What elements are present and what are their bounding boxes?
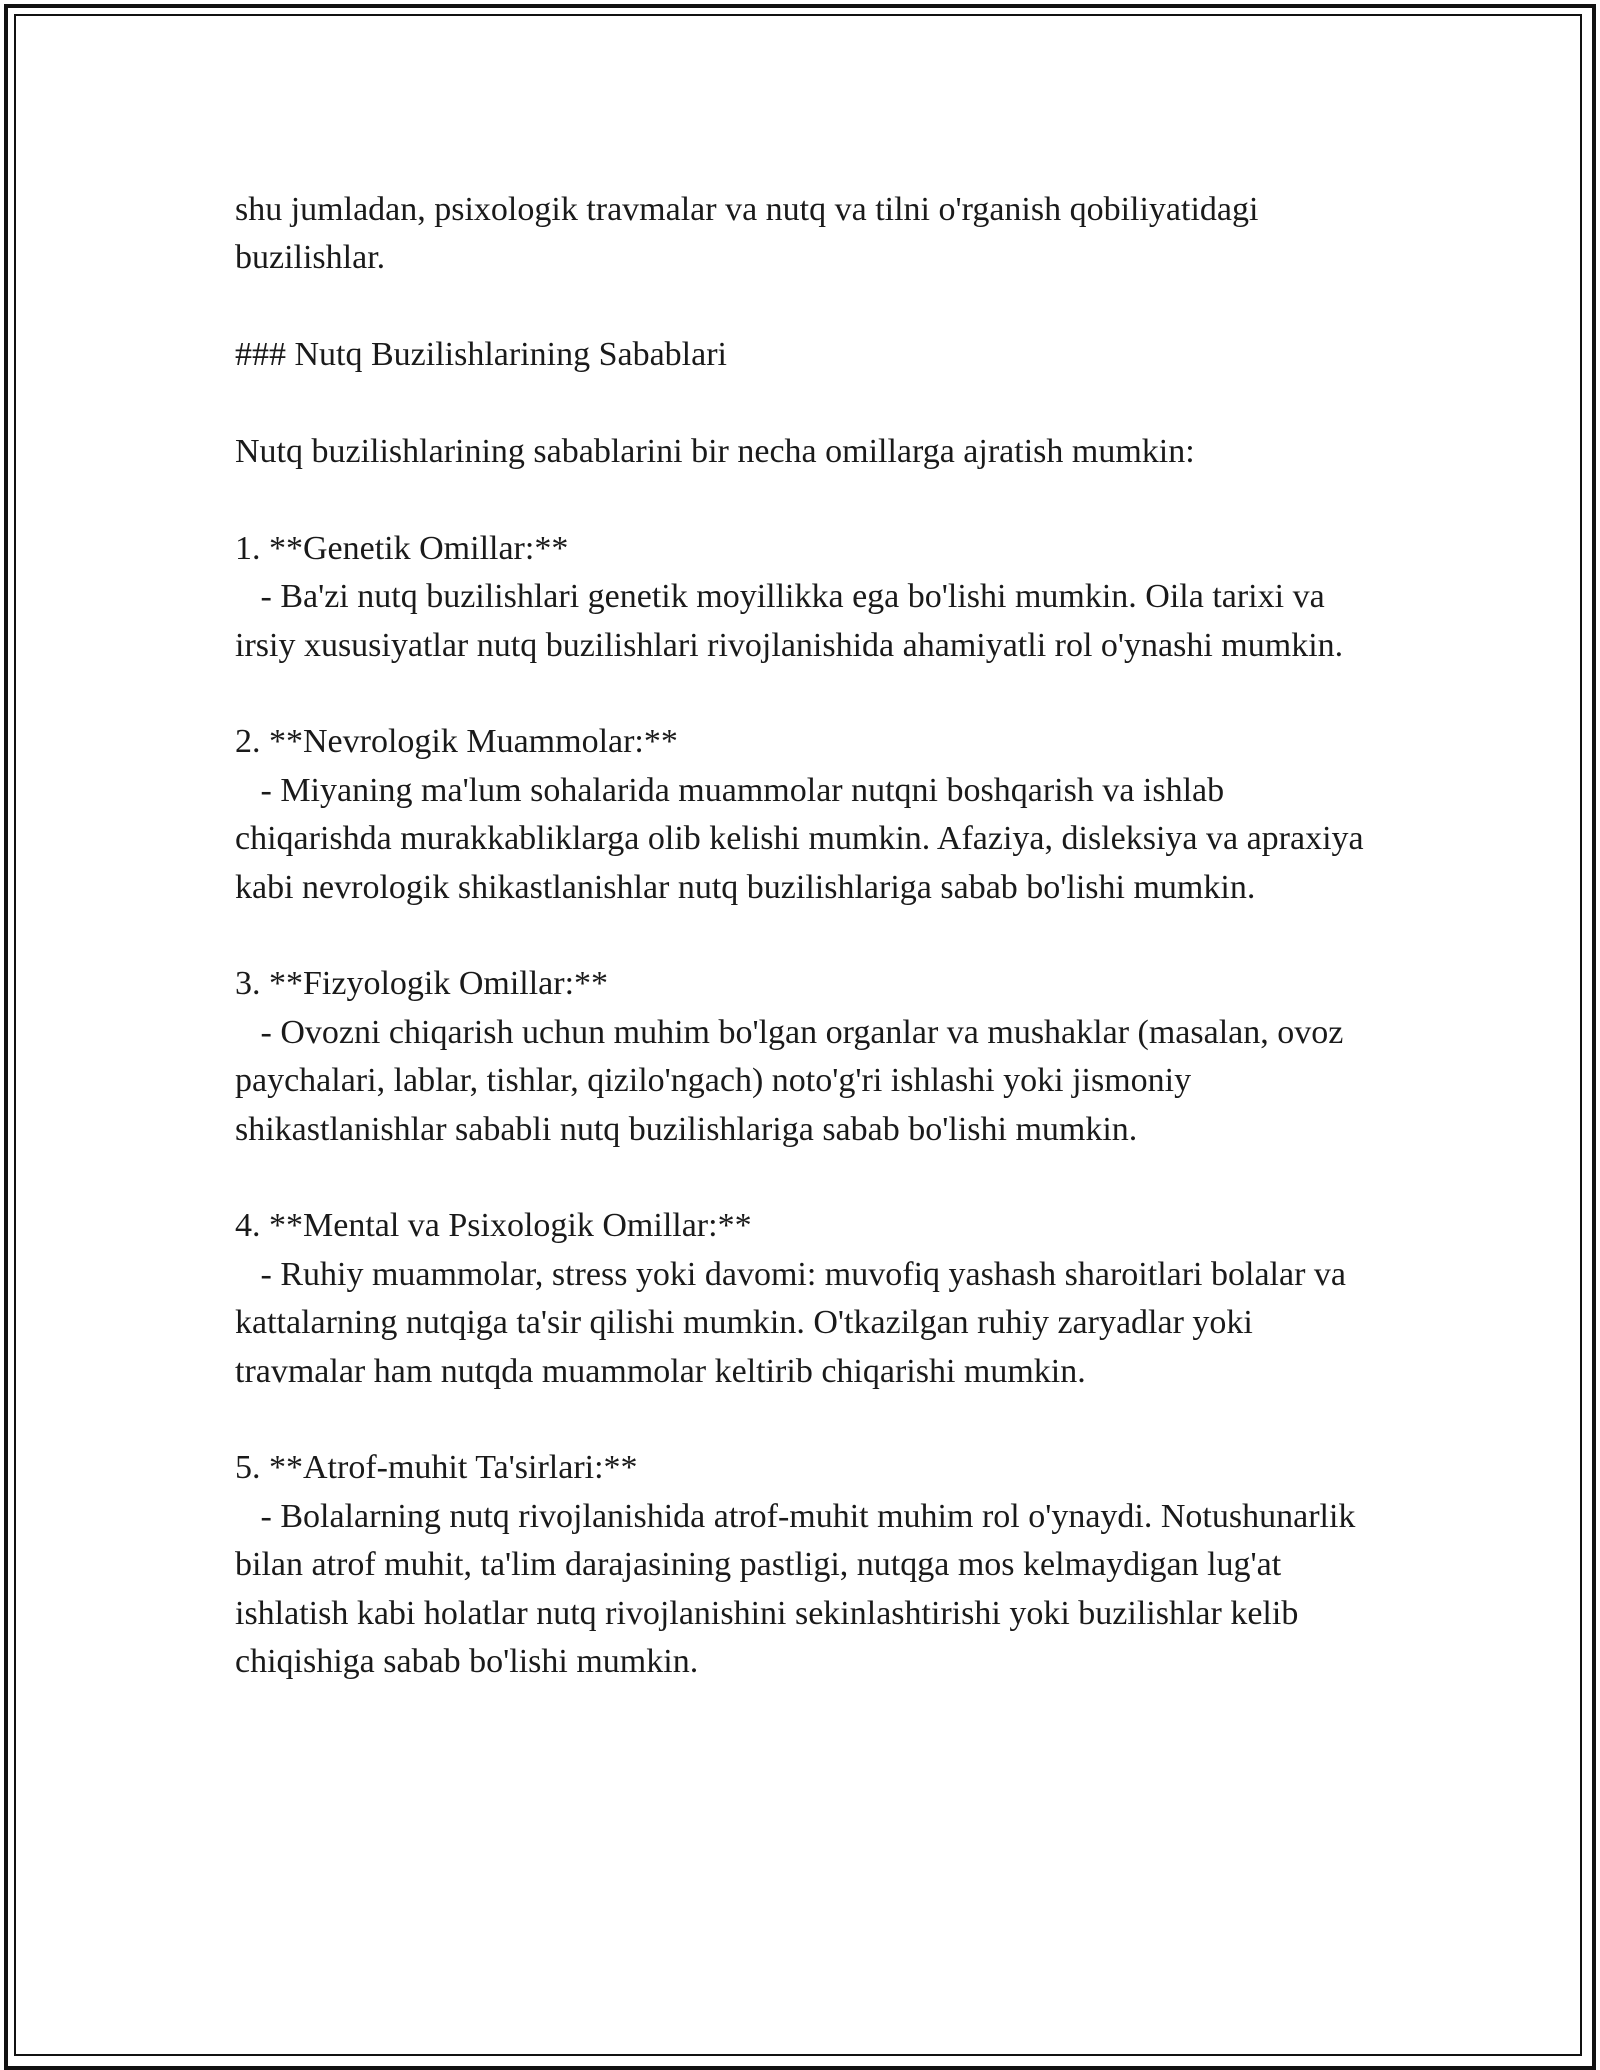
paragraph-gap: [235, 283, 1375, 331]
intro-paragraph: shu jumladan, psixologik travmalar va nutq va tilni o'rganish qobiliyatidagi buzilishlar.: [235, 191, 1267, 277]
paragraph-gap: [235, 476, 1375, 524]
list-item-title: 1. **Genetik Omillar:**: [235, 529, 569, 567]
paragraph-gap: [235, 670, 1375, 718]
section-heading: ### Nutq Buzilishlarining Sabablari: [235, 336, 727, 374]
list-item-body: - Miyaning ma'lum sohalarida muammolar nutqni boshqarish va ishlab chiqarishda murakkabliklarga olib kelishi mumkin. Afaziya, disleksiya va apraxiya kabi nevrologik shikastlanishlar nutq buzilishlariga sabab bo'lishi mumkin.: [235, 771, 1373, 906]
paragraph-gap: [235, 912, 1375, 960]
paragraph-gap: [235, 380, 1375, 428]
paragraph-gap: [235, 1396, 1375, 1444]
list-item-genetic: [235, 525, 1375, 670]
list-item-mental: [235, 1202, 1375, 1396]
list-item-body: - Ba'zi nutq buzilishlari genetik moyillikka ega bo'lishi mumkin. Oila tarixi va irsiy xususiyatlar nutq buzilishlari rivojlanishida ahamiyatli rol o'ynashi mumkin.: [235, 578, 1344, 664]
list-item-physiological: [235, 960, 1375, 1154]
list-item-body: - Ovozni chiqarish uchun muhim bo'lgan organlar va mushaklar (masalan, ovoz paychalari, lablar, tishlar, qizilo'ngach) noto'g'ri ishlashi yoki jismoniy shikastlanishlar sababli nutq buzilishlariga sabab bo'lishi mumkin.: [235, 1013, 1352, 1148]
list-item-body: - Ruhiy muammolar, stress yoki davomi: muvofiq yashash sharoitlari bolalar va kattalarning nutqiga ta'sir qilishi mumkin. O'tkazilgan ruhiy zaryadlar yoki travmalar ham nutqda muammolar keltirib chiqarishi mumkin.: [235, 1255, 1355, 1390]
list-item-neurological: [235, 718, 1375, 912]
list-item-title: 2. **Nevrologik Muammolar:**: [235, 723, 678, 761]
document-body: [235, 186, 1375, 1686]
list-item-environment: [235, 1444, 1375, 1686]
lead-paragraph: Nutq buzilishlarining sabablarini bir necha omillarga ajratish mumkin:: [235, 433, 1195, 470]
list-item-title: 4. **Mental va Psixologik Omillar:**: [235, 1207, 752, 1245]
paragraph-gap: [235, 1154, 1375, 1202]
list-item-title: 5. **Atrof-muhit Ta'sirlari:**: [235, 1449, 638, 1487]
list-item-title: 3. **Fizyologik Omillar:**: [235, 965, 609, 1003]
list-item-body: - Bolalarning nutq rivojlanishida atrof-muhit muhim rol o'ynaydi. Notushunarlik bilan atrof muhit, ta'lim darajasining pastligi, nutqga mos kelmaydigan lug'at ishlatish kabi holatlar nutq rivojlanishini sekinlashtirishi yoki buzilishlar kelib chiqishiga sabab bo'lishi mumkin.: [235, 1497, 1364, 1681]
